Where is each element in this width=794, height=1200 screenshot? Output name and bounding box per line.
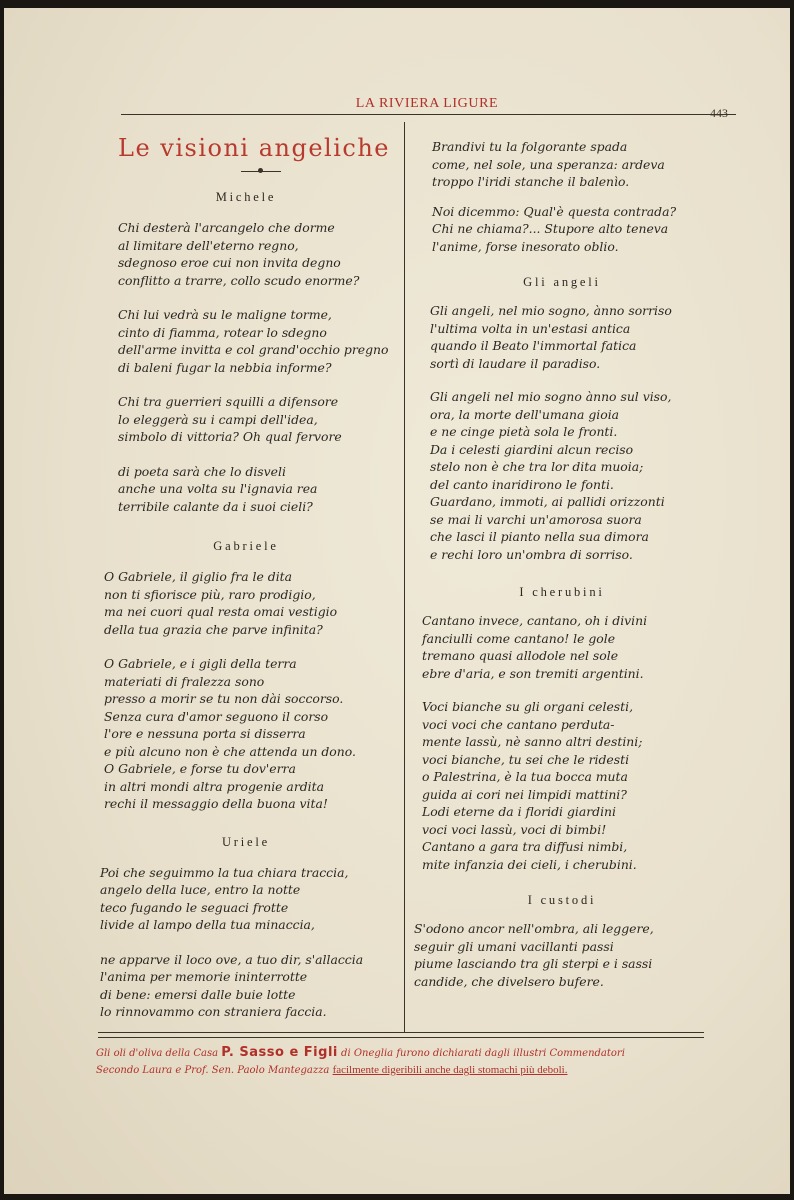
stanza	[96, 463, 396, 516]
ad-line-1	[96, 1044, 708, 1062]
ad-line-2	[96, 1062, 708, 1079]
verse-line: ebre d'aria, e son tremiti argentini.	[422, 665, 644, 681]
stanza	[96, 864, 396, 934]
left-column	[96, 126, 396, 1021]
verse-line: o Palestrina, è la tua bocca muta	[422, 769, 628, 784]
verse-line: Voci bianche su gli organi celesti,	[422, 699, 634, 714]
verse-line: guida ai cori nei limpidi mattini?	[422, 786, 627, 802]
verse-line: in altri mondi altra progenie ardita	[104, 778, 325, 794]
verse-line: Brandivi tu la folgorante spada	[432, 139, 628, 154]
footer-rule-thin	[98, 1037, 704, 1038]
verse-line: Guardano, immoti, ai pallidi orizzonti	[430, 494, 665, 509]
ad-underlined-claim: facilmente digeribili anche dagli stomachi più deboli.	[332, 1064, 568, 1076]
stanza	[96, 219, 396, 289]
stanza	[412, 698, 712, 873]
verse-line: l'ultima volta in un'estasi antica	[430, 320, 631, 336]
ad-firm-name: P. Sasso e Figli	[221, 1045, 338, 1060]
verse-line: sortì di laudare il paradiso.	[430, 355, 601, 371]
verse-line: l'ore e nessuna porta si disserra	[104, 726, 306, 741]
verse-line: quando il Beato l'immortal fatica	[430, 338, 637, 353]
verse-line: candide, che divelsero bufere.	[414, 973, 604, 989]
verse-line: mente lassù, nè sanno altri destini;	[422, 734, 643, 749]
verse-line: e ne cinge pietà sola le fronti.	[430, 424, 618, 439]
verse-line: fanciulli come cantano! le gole	[422, 630, 616, 646]
stanza	[412, 612, 712, 682]
poem-title: Le visioni angeliche	[118, 134, 390, 162]
verse-line: simbolo di vittoria? Oh qual fervore	[118, 429, 342, 444]
verse-line: troppo l'iridi stanche il balenìo.	[432, 174, 630, 189]
stanza	[412, 388, 712, 563]
stanza	[96, 568, 396, 638]
verse-line: Chi lui vedrà su le maligne torme,	[118, 307, 332, 322]
section-heading: Michele	[215, 190, 277, 204]
stanza	[412, 138, 712, 191]
verse-line: teco fugando le seguaci frotte	[100, 899, 289, 915]
verse-line: Lodi eterne da i floridi giardini	[422, 804, 616, 819]
title-ornament	[241, 168, 281, 174]
verse-line: cinto di fiamma, rotear lo sdegno	[118, 324, 327, 340]
verse-line: voci voci che cantano perduta-	[422, 716, 615, 732]
verse-line: l'anima per memorie ininterrotte	[100, 969, 308, 984]
verse-line: Cantano a gara tra diffusi nimbi,	[422, 839, 628, 854]
verse-line: mite infanzia dei cieli, i cherubini.	[422, 856, 637, 872]
verse-line: rechi il messaggio della buona vita!	[104, 796, 328, 811]
stanza	[96, 393, 396, 446]
stanza	[96, 951, 396, 1021]
header-rule	[121, 114, 736, 115]
verse-line: come, nel sole, una speranza: ardeva	[432, 156, 665, 172]
verse-line: del canto inaridirono le fonti.	[430, 476, 614, 492]
verse-line: livide al lampo della tua minaccia,	[100, 917, 315, 932]
verse-line: lo eleggerà su i campi dell'idea,	[118, 411, 318, 427]
verse-line: O Gabriele, e i gigli della terra	[104, 656, 297, 671]
verse-line: terribile calante da i suoi cieli?	[118, 498, 313, 514]
advertisement	[96, 1044, 708, 1079]
verse-line: S'odono ancor nell'ombra, ali leggere,	[414, 921, 654, 936]
verse-line: stelo non è che tra lor dita muoia;	[430, 459, 644, 474]
verse-line: piume lasciando tra gli sterpi e i sassi	[414, 956, 653, 971]
stanza	[96, 306, 396, 376]
verse-line: voci bianche, tu sei che le ridesti	[422, 751, 630, 767]
stanza	[96, 655, 396, 813]
verse-line: della tua grazia che parve infinita?	[104, 621, 323, 637]
section-heading: Gli angeli	[523, 275, 601, 289]
verse-line: Da i celesti giardini alcun reciso	[430, 441, 634, 457]
verse-line: Noi dicemmo: Qual'è questa contrada?	[432, 203, 677, 219]
verse-line: Poi che seguimmo la tua chiara traccia,	[100, 864, 349, 880]
verse-line: di poeta sarà che lo disveli	[118, 463, 286, 479]
page	[4, 8, 790, 1194]
stanza	[412, 302, 712, 372]
verse-line: lo rinnovammo con straniera faccia.	[100, 1004, 327, 1019]
section-heading: Uriele	[221, 834, 271, 849]
running-head: LA RIVIERA LIGURE	[355, 96, 499, 111]
section-heading: I cherubini	[519, 585, 605, 599]
verse-line: l'anime, forse inesorato oblio.	[432, 238, 619, 254]
verse-line: presso a morir se tu non dài soccorso.	[104, 691, 344, 706]
verse-line: non ti sfiorisce più, raro prodigio,	[104, 586, 316, 602]
verse-line: ne apparve il loco ove, a tuo dir, s'allaccia	[100, 951, 364, 967]
verse-line: voci voci lassù, voci di bimbi!	[422, 821, 607, 837]
verse-line: di bene: emersi dalle buie lotte	[100, 986, 296, 1002]
verse-line: e più alcuno non è che attenda un dono.	[104, 743, 356, 759]
verse-line: ora, la morte dell'umana gioia	[430, 406, 620, 422]
verse-line: di baleni fugar la nebbia informe?	[118, 359, 332, 375]
footer-rule	[98, 1032, 704, 1033]
verse-line: Senza cura d'amor seguono il corso	[104, 708, 329, 724]
verse-line: sdegnoso eroe cui non invita degno	[118, 255, 341, 270]
stanza	[412, 920, 712, 990]
verse-line: O Gabriele, e forse tu dov'erra	[104, 761, 296, 776]
stanza	[412, 203, 712, 256]
verse-line: O Gabriele, il giglio fra le dita	[104, 569, 293, 584]
verse-line: seguir gli umani vacillanti passi	[414, 938, 614, 954]
right-column	[412, 126, 712, 990]
verse-line: dell'arme invitta e col grand'occhio pregno	[118, 342, 389, 357]
verse-line: Chi desterà l'arcangelo che dorme	[118, 220, 335, 235]
verse-line: angelo della luce, entro la notte	[100, 882, 301, 897]
verse-line: al limitare dell'eterno regno,	[118, 237, 299, 253]
ad-text-post: di Oneglia furono dichiarati dagli illustri Commendatori	[341, 1048, 625, 1059]
section-heading: Gabriele	[213, 539, 279, 553]
section-heading: I custodi	[527, 893, 597, 907]
page-number: 443	[710, 106, 728, 120]
verse-line: conflitto a trarre, collo scudo enorme?	[118, 272, 360, 288]
verse-line: che lasci il pianto nella sua dimora	[430, 529, 649, 544]
column-divider	[404, 122, 405, 1032]
verse-line: Gli angeli, nel mio sogno, ànno sorriso	[430, 303, 672, 318]
verse-line: anche una volta su l'ignavia rea	[118, 481, 318, 496]
verse-line: e rechi loro un'ombra di sorriso.	[430, 546, 633, 562]
verse-line: materiati di fralezza sono	[104, 673, 265, 689]
verse-line: Cantano invece, cantano, oh i divini	[422, 613, 648, 628]
verse-line: tremano quasi allodole nel sole	[422, 648, 619, 663]
ad-text-pre: Gli oli d'oliva della Casa	[96, 1048, 219, 1059]
verse-line: Chi tra guerrieri squilli a difensore	[118, 394, 339, 409]
verse-line: Chi ne chiama?... Stupore alto teneva	[432, 221, 669, 236]
verse-line: se mai li varchi un'amorosa suora	[430, 511, 642, 527]
verse-line: ma nei cuori qual resta omai vestigio	[104, 604, 338, 619]
verse-line: Gli angeli nel mio sogno ànno sul viso,	[430, 389, 672, 404]
ad-text-pre-2: Secondo Laura e Prof. Sen. Paolo Mantegazza	[96, 1065, 330, 1076]
